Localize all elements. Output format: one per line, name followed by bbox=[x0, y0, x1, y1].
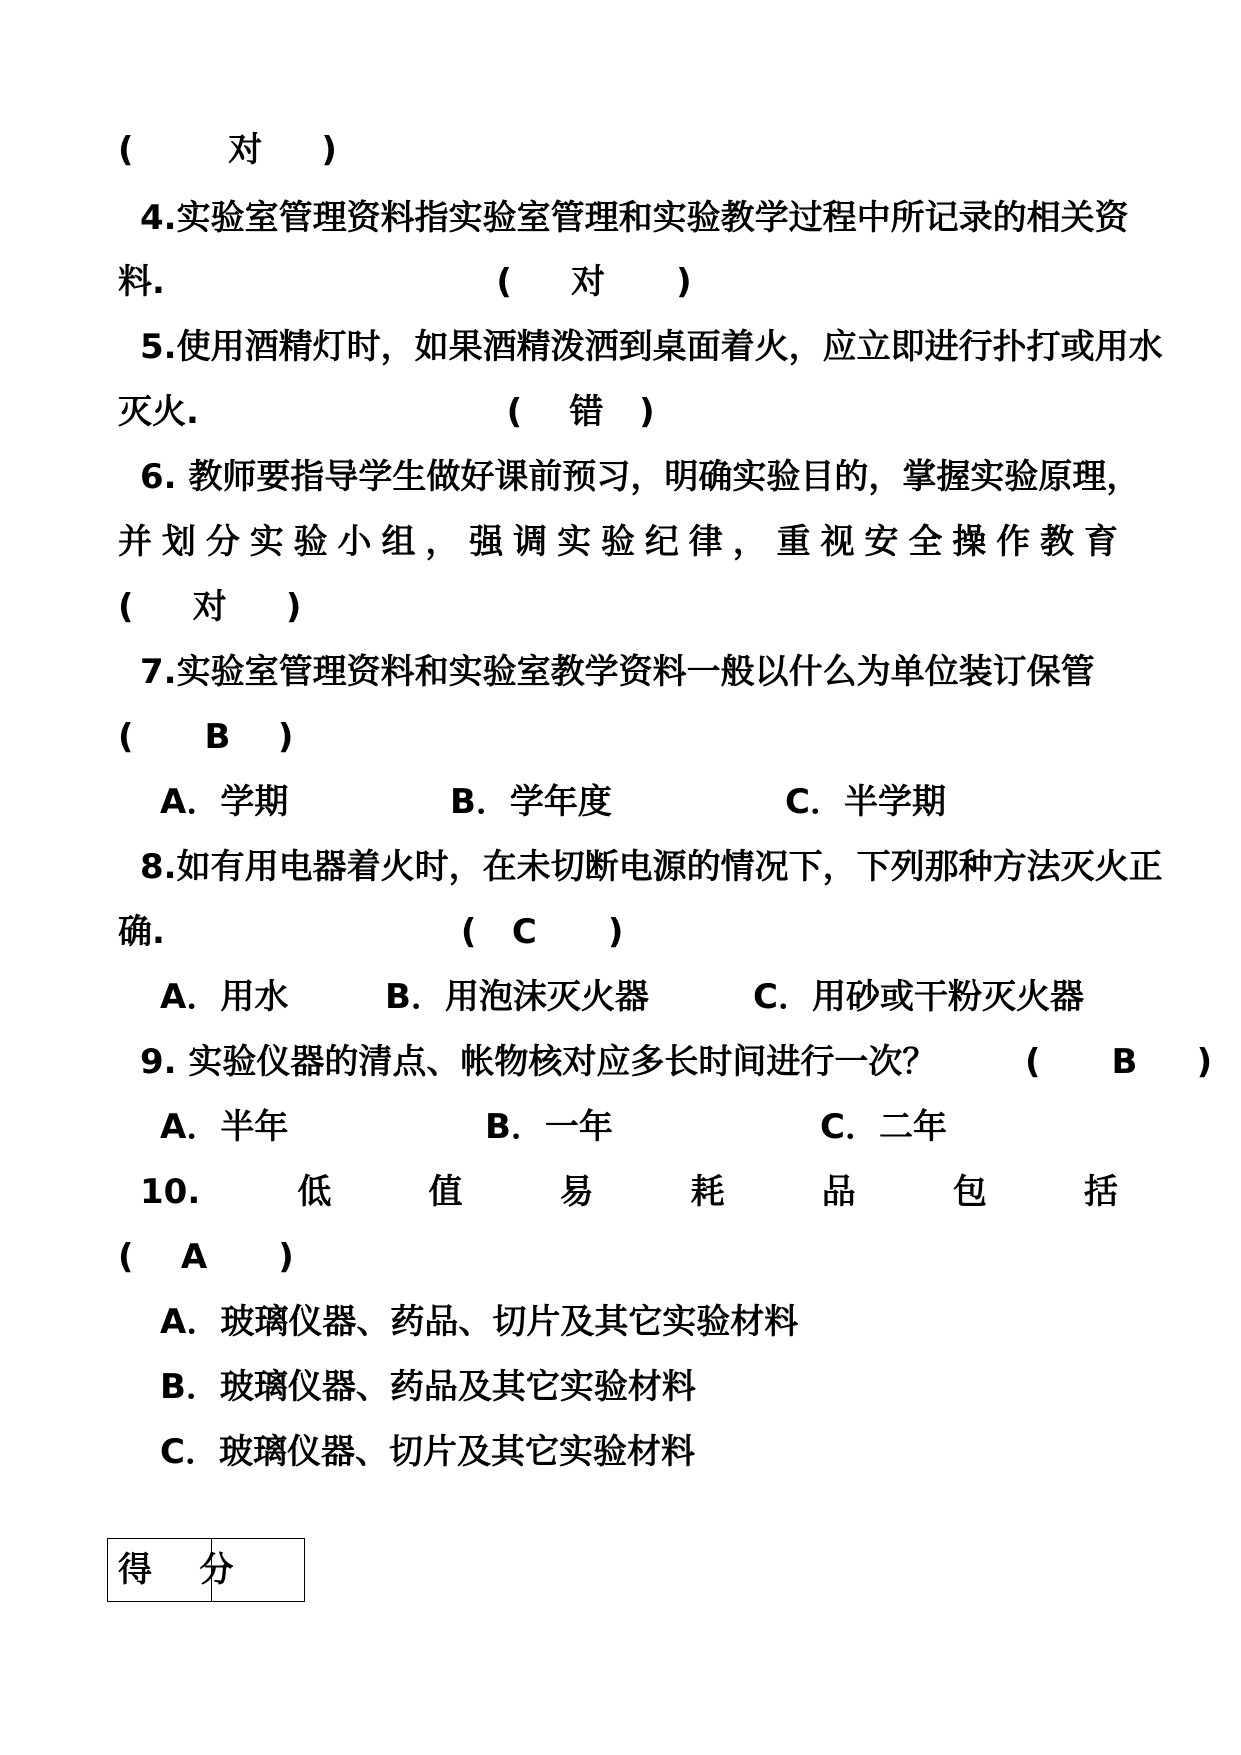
q10-text-line1 bbox=[140, 1170, 1118, 1214]
q7-option-a: A．学期 bbox=[160, 782, 289, 822]
q3-answer: ( 对 ) bbox=[118, 130, 337, 170]
q10-word: 易 bbox=[559, 1172, 594, 1212]
q6-answer: ( 对 ) bbox=[118, 587, 302, 627]
q9-option-b: B．一年 bbox=[485, 1107, 613, 1147]
q8-text-line1: 8.如有用电器着火时，在未切断电源的情况下，下列那种方法灭火正 bbox=[140, 847, 1163, 887]
q6-line2-char: 教 bbox=[1040, 522, 1075, 562]
q6-line2-char: 调 bbox=[513, 522, 548, 562]
q7-text-line1: 7.实验室管理资料和实验室教学资料一般以什么为单位装订保管 bbox=[140, 652, 1095, 692]
q10-word: 包 bbox=[952, 1172, 987, 1212]
q6-line2-char: 分 bbox=[205, 522, 240, 562]
q7-option-c: C．半学期 bbox=[785, 782, 946, 822]
q6-line2-char: 视 bbox=[820, 522, 855, 562]
q7-option-b: B．学年度 bbox=[450, 782, 612, 822]
q5-text-line2: 灭火. ( 错 ) bbox=[118, 392, 655, 432]
q6-line2-char: 并 bbox=[118, 522, 152, 562]
q9-answer: ( B ) bbox=[1025, 1042, 1213, 1082]
q4-text-line1: 4.实验室管理资料指实验室管理和实验教学过程中所记录的相关资 bbox=[140, 198, 1129, 238]
q10-option-a: A．玻璃仪器、药品、切片及其它实验材料 bbox=[160, 1302, 799, 1342]
q6-text-line1: 6. 教师要指导学生做好课前预习，明确实验目的，掌握实验原理， bbox=[140, 457, 1141, 497]
q10-word: 值 bbox=[428, 1172, 463, 1212]
q8-option-c: C．用砂或干粉灭火器 bbox=[753, 977, 1084, 1017]
q10-word: 括 bbox=[1084, 1172, 1118, 1212]
q10-word: 品 bbox=[821, 1172, 856, 1212]
q9-text-line1: 9. 实验仪器的清点、帐物核对应多长时间进行一次？ bbox=[140, 1042, 937, 1082]
q6-line2-char: 律 bbox=[688, 522, 723, 562]
q5-text-line1: 5.使用酒精灯时，如果酒精泼洒到桌面着火，应立即进行扑打或用水 bbox=[140, 327, 1163, 367]
q6-line2-char: 育 bbox=[1083, 522, 1118, 562]
q9-option-c: C．二年 bbox=[820, 1107, 947, 1147]
q6-line2-char: 全 bbox=[908, 522, 943, 562]
q8-option-b: B．用泡沫灭火器 bbox=[385, 977, 649, 1017]
q8-option-a: A．用水 bbox=[160, 977, 289, 1017]
q6-line2-char: 实 bbox=[249, 522, 284, 562]
q7-answer: ( B ) bbox=[118, 717, 294, 757]
score-box bbox=[107, 1538, 305, 1602]
q10-option-c: C．玻璃仪器、切片及其它实验材料 bbox=[160, 1432, 695, 1472]
q6-line2-char: 划 bbox=[161, 522, 196, 562]
q6-line2-char: 验 bbox=[600, 522, 635, 562]
q6-line2-char: 操 bbox=[952, 522, 987, 562]
q6-line2-char: 安 bbox=[864, 522, 899, 562]
q10-word: 耗 bbox=[690, 1172, 725, 1212]
q6-line2-char: 纪 bbox=[644, 522, 679, 562]
q10-number: 10. bbox=[140, 1172, 201, 1212]
score-label: 得 分 bbox=[108, 1539, 212, 1601]
q6-line2-char: 强 bbox=[469, 522, 504, 562]
q6-text-line2 bbox=[118, 520, 1118, 564]
q8-text-line2: 确. ( C ) bbox=[118, 912, 624, 952]
q6-line2-char: 验 bbox=[293, 522, 328, 562]
q6-line2-char: ， bbox=[425, 522, 460, 562]
q6-line2-char: 小 bbox=[337, 522, 372, 562]
q6-line2-char: 实 bbox=[557, 522, 592, 562]
q6-line2-char: 重 bbox=[776, 522, 811, 562]
q6-line2-char: 作 bbox=[996, 522, 1031, 562]
q9-option-a: A．半年 bbox=[160, 1107, 289, 1147]
q10-answer: ( A ) bbox=[118, 1237, 294, 1277]
q4-text-line2: 料. ( 对 ) bbox=[118, 262, 692, 302]
q6-line2-char: 组 bbox=[381, 522, 416, 562]
q6-line2-char: ， bbox=[732, 522, 767, 562]
q10-word: 低 bbox=[297, 1172, 332, 1212]
score-value-field[interactable] bbox=[212, 1539, 304, 1601]
q10-option-b: B．玻璃仪器、药品及其它实验材料 bbox=[160, 1367, 696, 1407]
